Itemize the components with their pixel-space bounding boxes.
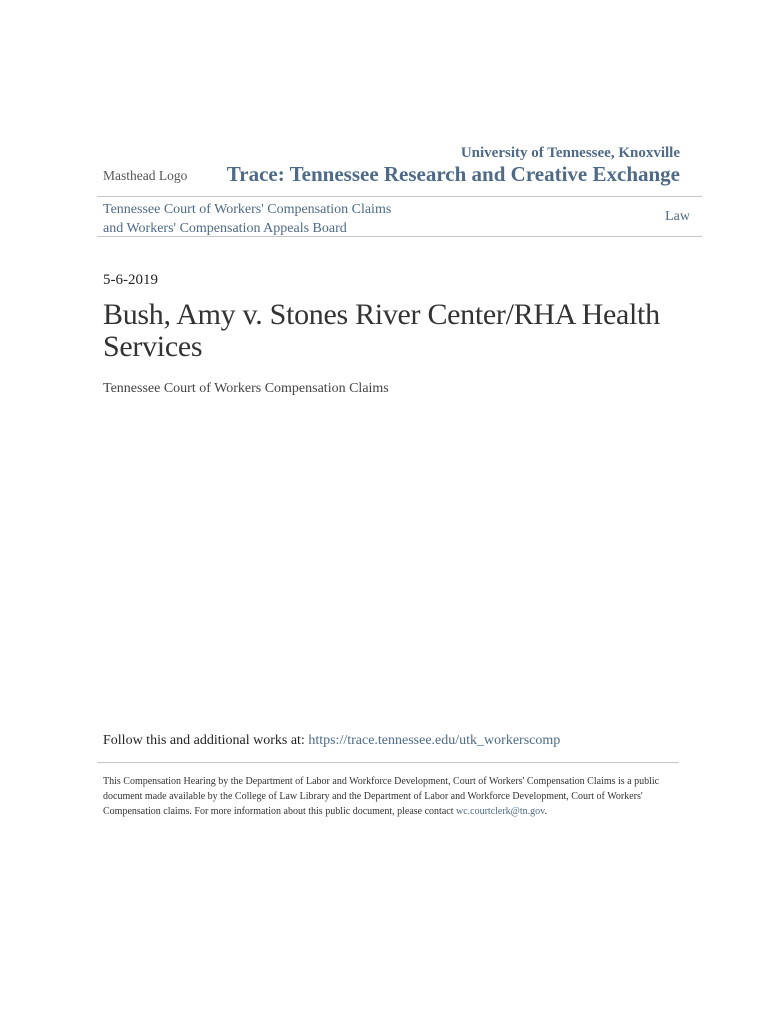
document-author: Tennessee Court of Workers Compensation Claims bbox=[103, 381, 389, 396]
footer-divider bbox=[97, 762, 679, 763]
notice-paragraph bbox=[103, 774, 673, 819]
document-title: Bush, Amy v. Stones River Center/RHA Health Services bbox=[103, 298, 660, 363]
collection-line-2: and Workers' Compensation Appeals Board bbox=[103, 221, 347, 236]
follow-line bbox=[103, 733, 560, 749]
discipline-link[interactable]: Law bbox=[665, 209, 690, 224]
university-link[interactable]: University of Tennessee, Knoxville bbox=[460, 145, 680, 161]
header-divider bbox=[97, 196, 702, 197]
collection-url-link[interactable]: https://trace.tennessee.edu/utk_workerscomp bbox=[308, 733, 561, 748]
follow-label: Follow this and additional works at: bbox=[103, 733, 309, 748]
repository-title-link[interactable]: Trace: Tennessee Research and Creative Exchange bbox=[226, 162, 680, 186]
contact-email-link[interactable]: wc.courtclerk@tn.gov bbox=[455, 806, 545, 817]
publication-date: 5-6-2019 bbox=[103, 272, 158, 288]
collection-divider bbox=[97, 236, 702, 237]
collection-link[interactable] bbox=[103, 200, 433, 238]
collection-line-1: Tennessee Court of Workers' Compensation Claims bbox=[103, 202, 392, 217]
notice-end: . bbox=[544, 806, 548, 817]
masthead-logo[interactable]: Masthead Logo bbox=[103, 168, 188, 183]
notice-text: This Compensation Hearing by the Department of Labor and Workforce Development, Court of Workers' Compensation Claims is a public document made available by the College of Law Library and the Department of Labor and Workforce Development, Court of Workers' Compensation claims. For more information about this public document, please contact bbox=[103, 776, 660, 817]
